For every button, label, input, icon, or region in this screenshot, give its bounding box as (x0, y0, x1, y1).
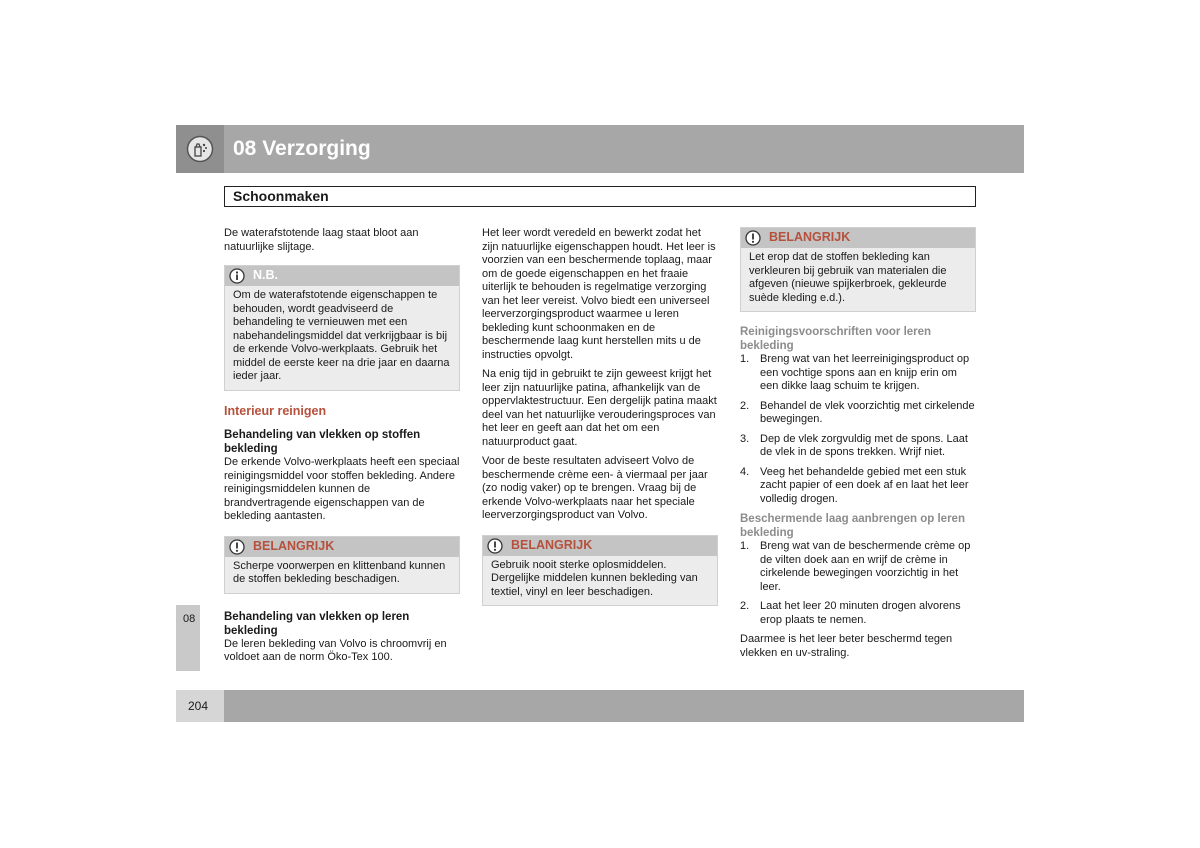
column-2 (482, 227, 718, 616)
cleaning-steps-list (740, 353, 976, 506)
warning-icon (487, 538, 503, 554)
list-item: 2. Laat het leer 20 minuten drogen alvorens erop plaats te nemen. (740, 600, 961, 626)
list-item: 2. Behandel de vlek voorzichtig met cirkelende bewegingen. (740, 399, 975, 425)
fabric-stain-text: De erkende Volvo-werkplaats heeft een speciaal reinigingsmiddel voor stoffen bekleding. Andere reinigingsmiddelen kunnen de brandvertragende eigenschappen van de bekleding aantasten. (224, 456, 460, 522)
important-header-3 (741, 228, 975, 248)
list-item: 4. Veeg het behandelde gebied met een stuk zacht papier of een doek af en laat het leer volledig drogen. (740, 465, 969, 505)
note-header (225, 266, 459, 286)
interior-heading: Interieur reinigen (224, 403, 327, 418)
column-1 (224, 227, 460, 671)
car-wash-icon (186, 135, 214, 163)
list-item: 1. Breng wat van de beschermende crème op de vilten doek aan en wrijf de crème in cirkelende bewegingen voorzichtig in het leer. (740, 540, 971, 593)
important-text: Scherpe voorwerpen en klittenband kunnen de stoffen bekleding beschadigen. (233, 559, 446, 585)
footer-bar (224, 690, 1024, 722)
important-box (224, 536, 460, 594)
note-text: Om de waterafstotende eigenschappen te behouden, wordt geadviseerd de behandeling te vernieuwen met een nabehandelingsmiddel dat verkrijgbaar is bij de erkende Volvo-werkplaats. Gebruik het middel de eerste keer na drie jaar en daarna ieder jaar. (233, 289, 450, 382)
warning-icon (229, 539, 245, 555)
important-box-2 (482, 535, 718, 607)
section-title: Schoonmaken (233, 188, 329, 204)
important-label: BELANGRIJK (253, 538, 335, 553)
leather-paragraph-2: Na enig tijd in gebruikt te zijn geweest krijgt het leer zijn natuurlijke patina, afhankelijk van de oppervlaktestructuur. Een dergelijk patina maakt deel van het natuurlijke verouderingsproces van het leer en geeft aan dat het om een natuurproduct gaat. (482, 368, 717, 448)
chapter-side-tab (176, 605, 200, 671)
column-3 (740, 227, 976, 666)
leather-paragraph-1: Het leer wordt veredeld en bewerkt zodat het zijn natuurlijke eigenschappen houdt. Het leer is voorzien van een beschermende toplaag, maar om de goede eigenschappen en het fraaie uiterlijk te behouden is regelmatige verzorging van het leer vereist. Volvo biedt een universeel leerverzorgingsproduct waarmee u leren bekleding kunt schoonmaken en de beschermende laag kunt herstellen mits u de instructies opvolgt. (482, 227, 716, 361)
important-label-2: BELANGRIJK (511, 537, 593, 552)
intro-text: De waterafstotende laag staat bloot aan natuurlijke slijtage. (224, 227, 419, 253)
important-text-2: Gebruik nooit sterke oplosmiddelen. Dergelijke middelen kunnen bekleding van textiel, vinyl en leer beschadigen. (491, 558, 698, 598)
page-number: 204 (188, 699, 209, 713)
leather-paragraph-3: Voor de beste resultaten adviseert Volvo de beschermende crème een- à viermaal per jaar (zo nodig vaker) op te brengen. Vraag bij de erkende Volvo-werkplaats naar het speciale leerverzorgingsproduct van Volvo. (482, 455, 708, 521)
list-item: 1. Breng wat van het leerreinigingsproduct op een vochtige spons aan en knijp erin om een dikke laag schuim te krijgen. (740, 353, 970, 392)
important-box-3 (740, 227, 976, 312)
important-label-3: BELANGRIJK (769, 230, 851, 244)
closing-text: Daarmee is het leer beter beschermd tegen vlekken en uv-straling. (740, 633, 953, 659)
fabric-stain-heading: Behandeling van vlekken op stoffen bekleding (224, 429, 421, 455)
cleaning-instructions-heading: Reinigingsvoorschriften voor leren bekleding (740, 326, 932, 352)
side-tab-number: 08 (183, 613, 196, 625)
note-label: N.B. (253, 268, 278, 282)
chapter-title: 08 Verzorging (233, 137, 371, 160)
protective-steps-list (740, 540, 976, 627)
info-icon (229, 268, 245, 284)
list-item: 3. Dep de vlek zorgvuldig met de spons. Laat de vlek in de spons trekken. Wrijf niet. (740, 432, 968, 458)
note-box (224, 265, 460, 391)
leather-stain-text: De leren bekleding van Volvo is chroomvrij en voldoet aan de norm Öko-Tex 100. (224, 637, 447, 663)
important-header (225, 537, 459, 557)
protective-layer-heading: Beschermende laag aanbrengen op leren bekleding (740, 513, 965, 539)
important-header-2 (483, 536, 717, 556)
section-header (224, 186, 976, 207)
leather-stain-heading: Behandeling van vlekken op leren bekleding (224, 610, 410, 637)
important-text-3: Let erop dat de stoffen bekleding kan verkleuren bij gebruik van materialen die afgeven (nieuwe spijkerbroek, gekleurde suède kleding e.d.). (749, 251, 947, 304)
warning-icon (745, 230, 761, 246)
